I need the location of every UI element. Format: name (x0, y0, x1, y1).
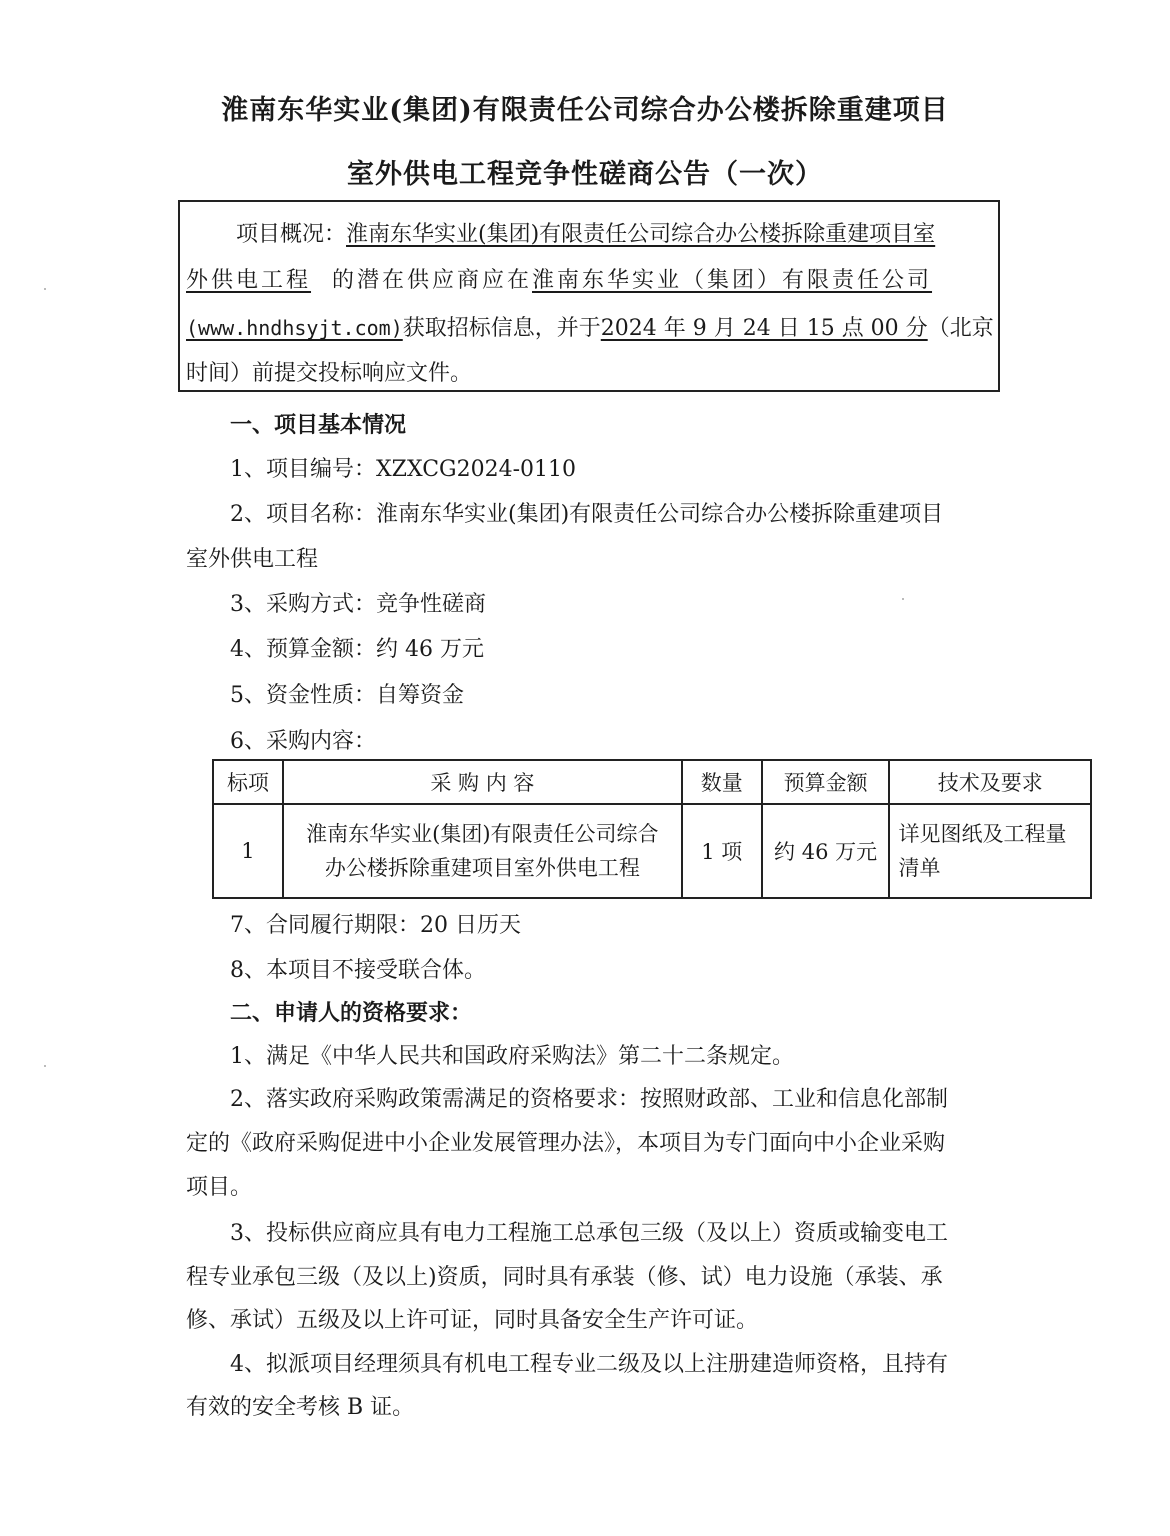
item-project-name-cont: 室外供电工程 (186, 547, 319, 572)
table-header-row (213, 760, 1091, 804)
item-procurement-content: 6、采购内容： (230, 729, 376, 754)
overview-text-3: （北京 (927, 316, 994, 341)
table-cell-content-line: 淮南东华实业(集团)有限责任公司综合 (306, 822, 659, 846)
document-title-line-2: 室外供电工程竞争性磋商公告（一次） (347, 159, 823, 190)
table-cell-budget: 约 46 万元 (762, 804, 890, 898)
table-row (213, 804, 1091, 898)
requirement-4-cont: 有效的安全考核 B 证。 (186, 1395, 415, 1420)
table-header-cell: 采 购 内 容 (283, 760, 682, 804)
table-cell-item-no: 1 (213, 804, 283, 898)
section1-heading: 一、项目基本情况 (230, 412, 407, 438)
scan-speck (44, 288, 46, 290)
procurement-table (212, 759, 1092, 899)
overview-line-2 (186, 266, 932, 296)
table-cell-content-line: 办公楼拆除重建项目室外供电工程 (324, 856, 640, 880)
table-header-cell: 技术及要求 (889, 760, 1091, 804)
section2-heading: 二、申请人的资格要求： (230, 1000, 473, 1026)
table-header-cell: 标项 (213, 760, 283, 804)
requirement-2-cont: 项目。 (186, 1175, 253, 1200)
table-header-cell: 数量 (682, 760, 762, 804)
table-cell-requirements (889, 804, 1091, 898)
scan-speck (44, 1065, 46, 1067)
overview-project-name: 淮南东华实业(集团)有限责任公司综合办公楼拆除重建项目室 (346, 222, 936, 247)
requirement-1: 1、满足《中华人民共和国政府采购法》第二十二条规定。 (230, 1044, 794, 1069)
overview-deadline: 2024 年 9 月 24 日 15 点 00 分 (600, 316, 928, 341)
overview-line-4: 时间）前提交投标响应文件。 (186, 361, 473, 386)
table-cell-requirements-line: 清单 (898, 856, 941, 880)
requirement-3-cont: 程专业承包三级（及以上)资质，同时具有承装（修、试）电力设施（承装、承 (186, 1265, 943, 1290)
requirement-2: 2、落实政府采购政策需满足的资格要求：按照财政部、工业和信息化部制 (230, 1087, 948, 1112)
scan-speck (902, 598, 904, 600)
overview-org-name: 淮南东华实业（集团）有限责任公司 (532, 268, 933, 293)
overview-line-3 (186, 313, 994, 344)
item-no-consortium: 8、本项目不接受联合体。 (230, 958, 486, 983)
overview-text-2: 获取招标信息，并于 (402, 316, 601, 341)
table-header-cell: 预算金额 (762, 760, 890, 804)
requirement-3: 3、投标供应商应具有电力工程施工总承包三级（及以上）资质或输变电工 (230, 1221, 948, 1246)
requirement-3-cont: 修、承试）五级及以上许可证，同时具备安全生产许可证。 (186, 1308, 759, 1333)
table-cell-quantity: 1 项 (682, 804, 762, 898)
table-cell-requirements-line: 详见图纸及工程量 (898, 822, 1067, 846)
overview-label: 项目概况： (236, 222, 347, 247)
overview-website: (www.hndhsyjt.com) (186, 316, 403, 340)
overview-project-name-cont: 外供电工程 (186, 268, 312, 293)
overview-text-1: 的潜在供应商应在 (332, 268, 533, 293)
requirement-2-cont: 定的《政府采购促进中小企业发展管理办法》，本项目为专门面向中小企业采购 (186, 1131, 946, 1156)
item-budget: 4、预算金额：约 46 万元 (230, 637, 484, 662)
item-project-number: 1、项目编号：XZXCG2024-0110 (230, 457, 577, 482)
requirement-4: 4、拟派项目经理须具有机电工程专业二级及以上注册建造师资格，且持有 (230, 1352, 948, 1377)
document-title-line-1: 淮南东华实业(集团)有限责任公司综合办公楼拆除重建项目 (221, 95, 949, 126)
overview-line-1 (236, 220, 935, 250)
item-procurement-method: 3、采购方式：竞争性磋商 (230, 592, 486, 617)
table-cell-content (283, 804, 682, 898)
item-fund-nature: 5、资金性质：自筹资金 (230, 683, 464, 708)
item-contract-period: 7、合同履行期限：20 日历天 (230, 913, 521, 938)
item-project-name: 2、项目名称：淮南东华实业(集团)有限责任公司综合办公楼拆除重建项目 (230, 502, 944, 527)
